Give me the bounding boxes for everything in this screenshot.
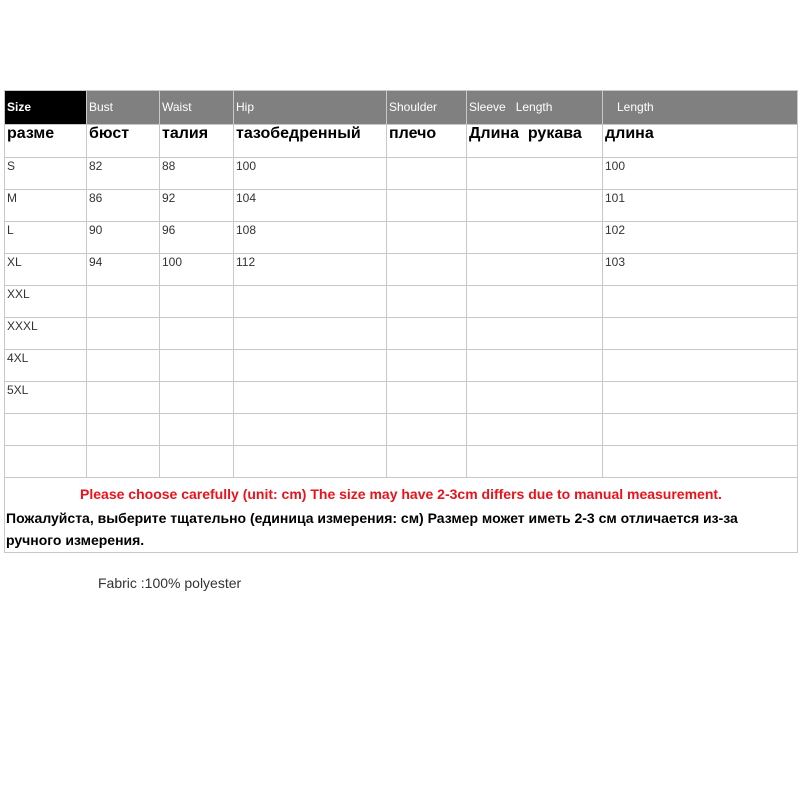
cell-hip xyxy=(234,350,387,382)
cell-waist: 92 xyxy=(160,190,234,222)
cell-length xyxy=(603,286,798,318)
table-row xyxy=(5,382,798,414)
cell-shoulder xyxy=(387,414,467,446)
cell-hip xyxy=(234,414,387,446)
cell-shoulder xyxy=(387,446,467,478)
header-ru-waist: талия xyxy=(160,125,234,158)
cell-hip: 112 xyxy=(234,254,387,286)
cell-hip: 100 xyxy=(234,158,387,190)
cell-waist: 96 xyxy=(160,222,234,254)
cell-sleeve-length xyxy=(467,350,603,382)
table-row xyxy=(5,158,798,190)
header-ru-size: разме xyxy=(5,125,87,158)
note-english: Please choose carefully (unit: cm) The size may have 2-3cm differs due to manual measurement. xyxy=(80,486,722,502)
cell-bust xyxy=(87,414,160,446)
cell-sleeve-length xyxy=(467,254,603,286)
cell-waist xyxy=(160,350,234,382)
table-row xyxy=(5,350,798,382)
header-waist: Waist xyxy=(160,91,234,125)
cell-hip: 108 xyxy=(234,222,387,254)
cell-size: XL xyxy=(5,254,87,286)
cell-shoulder xyxy=(387,350,467,382)
cell-waist xyxy=(160,446,234,478)
cell-shoulder xyxy=(387,158,467,190)
table-row xyxy=(5,222,798,254)
cell-waist: 100 xyxy=(160,254,234,286)
cell-length xyxy=(603,414,798,446)
cell-size: M xyxy=(5,190,87,222)
header-row-russian xyxy=(5,125,798,158)
cell-hip xyxy=(234,286,387,318)
cell-shoulder xyxy=(387,286,467,318)
cell-size xyxy=(5,446,87,478)
table-row xyxy=(5,414,798,446)
cell-size: 5XL xyxy=(5,382,87,414)
cell-size: XXL xyxy=(5,286,87,318)
cell-sleeve-length xyxy=(467,382,603,414)
cell-bust: 86 xyxy=(87,190,160,222)
cell-length: 102 xyxy=(603,222,798,254)
cell-bust xyxy=(87,350,160,382)
note-cell xyxy=(5,478,798,553)
cell-sleeve-length xyxy=(467,318,603,350)
header-ru-hip: тазобедренный xyxy=(234,125,387,158)
table-row xyxy=(5,446,798,478)
cell-sleeve-length xyxy=(467,158,603,190)
header-ru-bust: бюст xyxy=(87,125,160,158)
note-row xyxy=(5,478,798,553)
size-chart-table xyxy=(4,90,798,553)
cell-waist xyxy=(160,318,234,350)
header-sleeve-length: Sleeve Length xyxy=(467,91,603,125)
cell-waist xyxy=(160,382,234,414)
cell-waist xyxy=(160,286,234,318)
cell-hip xyxy=(234,382,387,414)
cell-bust xyxy=(87,446,160,478)
header-shoulder: Shoulder xyxy=(387,91,467,125)
table-row xyxy=(5,318,798,350)
cell-size: S xyxy=(5,158,87,190)
table-row xyxy=(5,190,798,222)
cell-sleeve-length xyxy=(467,222,603,254)
cell-size: L xyxy=(5,222,87,254)
cell-shoulder xyxy=(387,254,467,286)
cell-size: 4XL xyxy=(5,350,87,382)
cell-size: XXXL xyxy=(5,318,87,350)
cell-length xyxy=(603,382,798,414)
cell-sleeve-length xyxy=(467,446,603,478)
header-row-english xyxy=(5,91,798,125)
cell-length: 100 xyxy=(603,158,798,190)
cell-sleeve-length xyxy=(467,190,603,222)
table-row xyxy=(5,254,798,286)
cell-hip xyxy=(234,318,387,350)
cell-bust: 94 xyxy=(87,254,160,286)
cell-shoulder xyxy=(387,190,467,222)
cell-bust xyxy=(87,286,160,318)
cell-length xyxy=(603,350,798,382)
cell-waist xyxy=(160,414,234,446)
header-bust: Bust xyxy=(87,91,160,125)
note-russian: Пожалуйста, выберите тщательно (единица измерения: см) Размер может иметь 2-3 см отличается из-за ручного измерения. xyxy=(6,510,738,548)
cell-size xyxy=(5,414,87,446)
cell-length: 103 xyxy=(603,254,798,286)
cell-hip: 104 xyxy=(234,190,387,222)
header-length: Length xyxy=(603,91,798,125)
cell-length xyxy=(603,446,798,478)
header-size: Size xyxy=(5,91,87,125)
cell-sleeve-length xyxy=(467,286,603,318)
cell-hip xyxy=(234,446,387,478)
cell-bust xyxy=(87,382,160,414)
fabric-info: Fabric :100% polyester xyxy=(98,575,242,591)
table-row xyxy=(5,286,798,318)
cell-shoulder xyxy=(387,222,467,254)
cell-length: 101 xyxy=(603,190,798,222)
cell-waist: 88 xyxy=(160,158,234,190)
cell-bust: 82 xyxy=(87,158,160,190)
header-ru-length: длина xyxy=(603,125,798,158)
cell-bust: 90 xyxy=(87,222,160,254)
header-ru-shoulder: плечо xyxy=(387,125,467,158)
header-hip: Hip xyxy=(234,91,387,125)
cell-shoulder xyxy=(387,382,467,414)
cell-bust xyxy=(87,318,160,350)
header-ru-sleeve-length: Длина рукава xyxy=(467,125,603,158)
cell-shoulder xyxy=(387,318,467,350)
cell-sleeve-length xyxy=(467,414,603,446)
cell-length xyxy=(603,318,798,350)
